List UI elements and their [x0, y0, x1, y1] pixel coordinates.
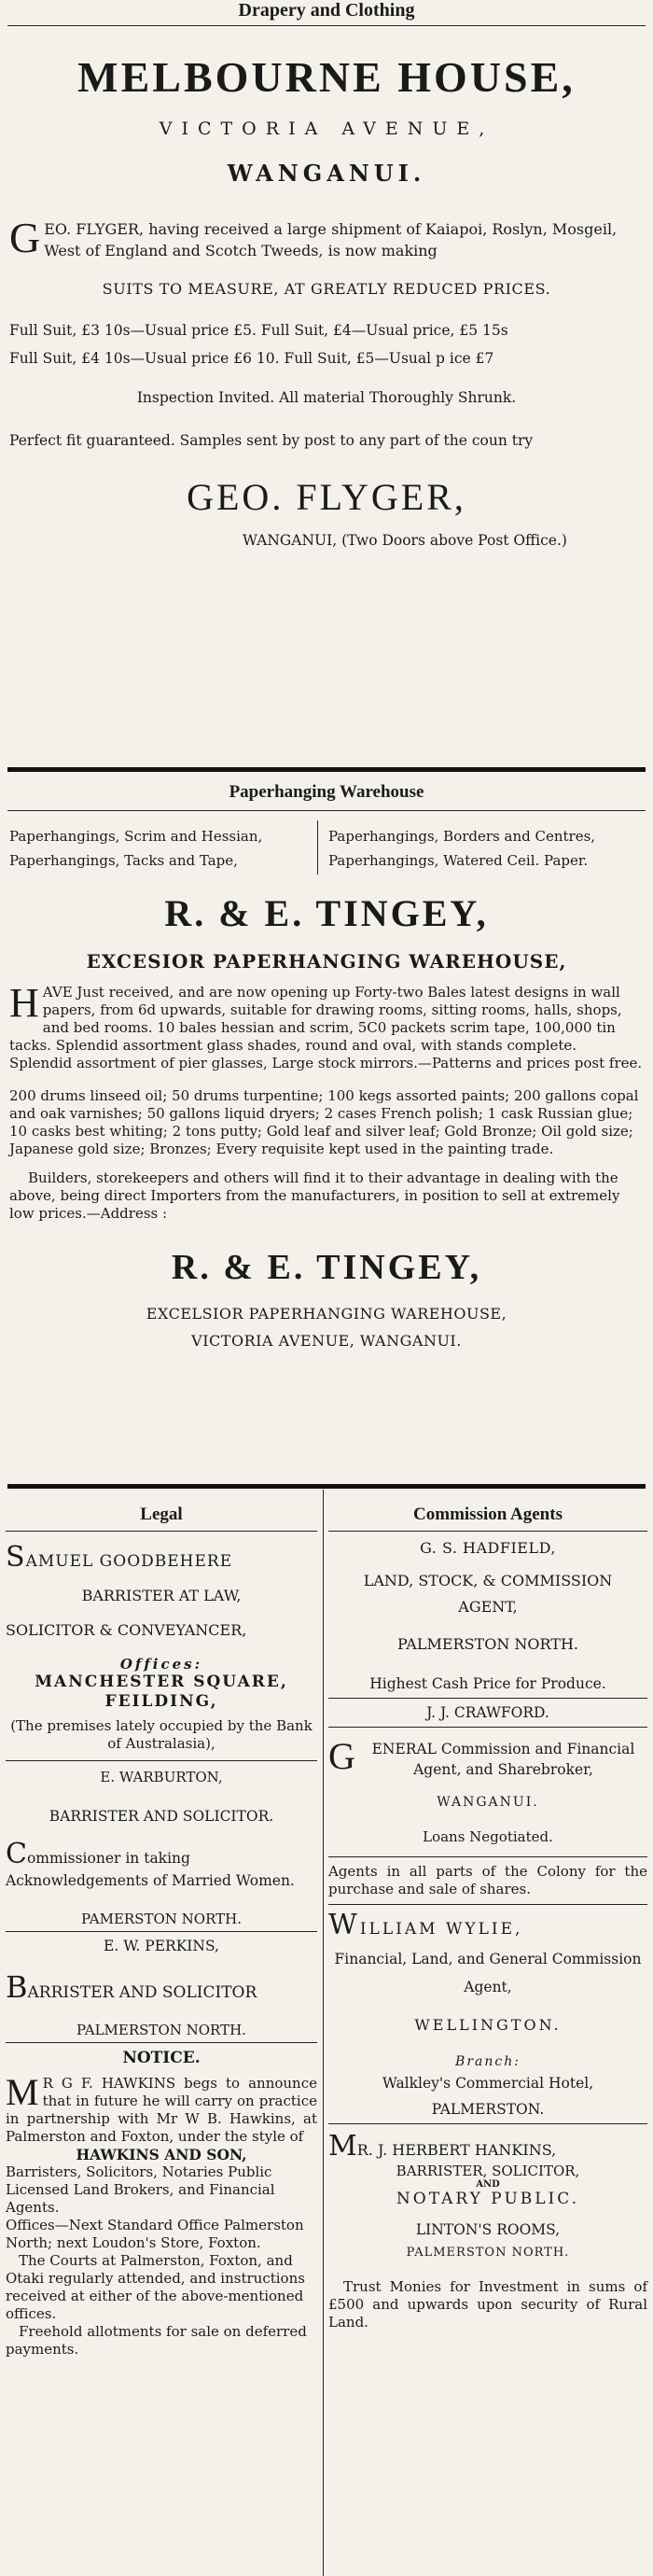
crawford-agents: Agents in all parts of the Colony for the purchase and sale of shares.	[328, 1863, 647, 1897]
hadfield-town: PALMERSTON NORTH.	[396, 1635, 578, 1653]
divider	[7, 25, 646, 26]
wylie-branch-town: PALMERSTON.	[431, 2101, 545, 2118]
crawford-loans: Loans Negotiated.	[423, 1828, 553, 1845]
hankins-town: PALMERSTON NORTH.	[406, 2246, 570, 2260]
inspection-line: Inspection Invited. All material Thoroughly Shrunk.	[136, 389, 517, 406]
warehouse-address-name: EXCELSIOR PAPERHANGING WAREHOUSE,	[146, 1305, 507, 1323]
paperhanging-advertisement	[0, 782, 653, 1350]
perkins-title	[6, 1969, 317, 2005]
price-line-1: Full Suit, £3 10s—Usual price £5. Full Suit, £4—Usual price, £5 15s	[9, 322, 508, 339]
legal-column	[6, 1505, 317, 2359]
hankins-name-text: R. J. HERBERT HANKINS,	[356, 2141, 557, 2159]
drapery-intro	[9, 214, 644, 261]
firm-name-address: R. & E. TINGEY,	[171, 1248, 482, 1287]
stock-list: 200 drums linseed oil; 50 drums turpentine; 100 kegs assorted paints; 200 gallons copal and oak varnishes; 50 gallons liquid dryers; 2 cases French polish; 1 cask Russian glue; 10 casks best whiting; 2 tons putty; Gold leaf and silver leaf; Gold Bronze; Oil gold size; Japanese gold size; Bronzes; Every requisite kept used in the painting trade.	[9, 1087, 639, 1157]
product-list-right	[328, 824, 595, 873]
goodbehere-name-text: AMUEL GOODBEHERE	[25, 1552, 233, 1571]
hankins-and: AND	[476, 2179, 500, 2190]
commissioner-text	[6, 1838, 317, 1892]
divider	[328, 1727, 647, 1728]
paperhanging-intro	[9, 980, 644, 1072]
commission-column	[328, 1505, 647, 2331]
product-list	[0, 820, 653, 878]
hankins-rooms: LINTON'S ROOMS,	[415, 2221, 561, 2238]
notice-text-4: The Courts at Palmerston, Foxton, and Otaki regularly attended, and instructions received at either of the above-mentioned offices.	[6, 2252, 305, 2322]
perkins-title-text: ARRISTER AND SOLICITOR	[27, 1983, 257, 2002]
hankins-trust: Trust Monies for Investment in sums of £500 and upwards upon security of Rural Land.	[328, 2278, 647, 2331]
wylie-branch-label: Branch:	[455, 2054, 521, 2069]
notice-text-5: Freehold allotments for sale on deferred payments.	[6, 2323, 307, 2358]
divider	[328, 1856, 647, 1857]
notice-text-1: R G F. HAWKINS begs to announce that in future he will carry on practice in partnership with Mr W B. Hawkins, at Palmerston and Foxton, under the style of	[6, 2075, 317, 2145]
divider	[328, 1698, 647, 1699]
product-list-left	[9, 824, 262, 873]
divider	[328, 2123, 647, 2124]
warburton-title: BARRISTER AND SOLICITOR.	[49, 1808, 274, 1825]
dropcap-c: C	[6, 1838, 27, 1870]
hankins-title-1: BARRISTER, SOLICITOR,	[396, 2163, 580, 2179]
warburton-name: E. WARBURTON,	[100, 1769, 223, 1785]
perkins-town: PALMERSTON NORTH.	[76, 2022, 246, 2038]
drapery-advertisement	[0, 0, 653, 549]
dropcap-b: B	[6, 1969, 28, 2005]
suits-line: SUITS TO MEASURE, AT GREATLY REDUCED PRICES.	[102, 280, 551, 298]
divider	[7, 810, 646, 811]
hadfield-advert	[328, 1539, 647, 1692]
wylie-title: Financial, Land, and General Commission Agent,	[334, 1951, 642, 1995]
warehouse-subtitle: EXCESIOR PAPERHANGING WAREHOUSE,	[86, 950, 567, 973]
goodbehere-name	[6, 1541, 317, 1574]
notice-intro	[6, 2071, 317, 2146]
divider	[6, 1531, 317, 1532]
shop-street: VICTORIA AVENUE,	[159, 119, 494, 139]
divider	[328, 1531, 647, 1532]
wylie-name	[328, 1909, 647, 1941]
crawford-name: J. J. CRAWFORD.	[426, 1704, 549, 1721]
goodbehere-advert	[6, 1541, 317, 1753]
dropcap-h: H	[9, 980, 39, 1026]
legal-section-title: Legal	[140, 1505, 183, 1524]
hankins-title-2: NOTARY PUBLIC.	[396, 2190, 580, 2208]
product-item: Paperhangings, Tacks and Tape,	[9, 852, 238, 869]
wylie-branch: Walkley's Commercial Hotel,	[382, 2075, 594, 2092]
crawford-text	[328, 1735, 647, 1780]
hankins-advert	[328, 2130, 647, 2331]
dropcap-g: G	[9, 214, 41, 261]
wylie-name-text: ILLIAM WYLIE,	[359, 1920, 523, 1939]
goodbehere-title-1: BARRISTER AT LAW,	[81, 1587, 242, 1604]
commission-section-title: Commission Agents	[413, 1505, 563, 1524]
notice-firm: HAWKINS AND SON,	[76, 2146, 247, 2163]
hadfield-name: G. S. HADFIELD,	[420, 1539, 556, 1557]
dropcap-m: M	[6, 2071, 39, 2113]
warburton-advert	[6, 1769, 317, 1927]
dropcap-s: S	[6, 1541, 26, 1574]
warehouse-address: VICTORIA AVENUE, WANGANUI.	[191, 1332, 462, 1350]
product-item: Paperhangings, Borders and Centres,	[328, 828, 596, 845]
shop-name: MELBOURNE HOUSE,	[77, 53, 576, 101]
notice-text-3: Offices—Next Standard Office Palmerston North; next Loudon's Store, Foxton.	[6, 2217, 304, 2251]
divider	[6, 1931, 317, 1932]
divider	[6, 1760, 317, 1761]
signature-address: WANGANUI, (Two Doors above Post Office.)	[243, 532, 567, 549]
goodbehere-title-2: SOLICITOR & CONVEYANCER,	[6, 1621, 247, 1639]
drapery-intro-text: EO. FLYGER, having received a large shipment of Kaiapoi, Roslyn, Mosgeil, West of England and Scotch Tweeds, is now making	[44, 220, 618, 259]
price-line-2: Full Suit, £4 10s—Usual price £6 10. Full Suit, £5—Usual p ice £7	[9, 350, 494, 367]
wylie-advert	[328, 1909, 647, 2118]
crawford-advert	[328, 1704, 647, 1898]
notice-text-2: Barristers, Solicitors, Notaries Public Licensed Land Brokers, and Financial Agents.	[6, 2163, 275, 2216]
offices-address: MANCHESTER SQUARE, FEILDING,	[35, 1673, 288, 1711]
signature-name: GEO. FLYGER,	[187, 476, 466, 518]
builders-text: Builders, storekeepers and others will find it to their advantage in dealing with the above, being direct Importers from the manufacturers, in position to sell at extremely low prices.—Address :	[9, 1169, 620, 1222]
fit-line: Perfect fit guaranteed. Samples sent by post to any part of the coun try	[9, 432, 534, 449]
divider	[7, 1484, 646, 1489]
column-divider	[323, 1490, 324, 2576]
wylie-town: WELLINGTON.	[414, 2016, 562, 2034]
paperhanging-intro-text: AVE Just received, and are now opening up Forty-two Bales latest designs in wall papers, from 6d upwards, suitable for drawing rooms, sitting rooms, halls, shops, and bed rooms. 10 bales hessian and scrim, 5C0 packets scrim tape, 100,000 tin tacks. Splendid assortment glass shades, round and oval, with stands complete. Splendid assortment of pier glasses, Large stock mirrors.—Patterns and prices post free.	[9, 984, 643, 1071]
column-divider	[317, 820, 318, 875]
hadfield-title: LAND, STOCK, & COMMISSION AGENT,	[363, 1572, 613, 1616]
divider	[328, 1904, 647, 1905]
dropcap-w: W	[328, 1909, 360, 1941]
product-item: Paperhangings, Watered Ceil. Paper.	[328, 852, 589, 869]
shop-town: WANGANUI.	[227, 160, 426, 187]
hadfield-price: Highest Cash Price for Produce.	[369, 1675, 606, 1692]
product-item: Paperhangings, Scrim and Hessian,	[9, 828, 263, 845]
firm-name: R. & E. TINGEY,	[164, 892, 489, 934]
divider	[7, 767, 646, 772]
crawford-text-body: ENERAL Commission and Financial Agent, and Sharebroker,	[371, 1741, 635, 1778]
perkins-name: E. W. PERKINS,	[104, 1938, 219, 1954]
perkins-advert	[6, 1938, 317, 2038]
drapery-section-title: Drapery and Clothing	[238, 0, 415, 21]
hawkins-notice	[6, 2049, 317, 2359]
hankins-name	[328, 2130, 647, 2163]
paperhanging-section-title: Paperhanging Warehouse	[229, 782, 424, 802]
notice-title: NOTICE.	[122, 2049, 201, 2067]
divider	[6, 2042, 317, 2043]
crawford-town: WANGANUI.	[437, 1795, 539, 1810]
dropcap-g: G	[328, 1735, 355, 1777]
offices-note: (The premises lately occupied by the Bank of Australasia),	[10, 1717, 313, 1752]
commissioner-text-body: ommissioner in taking Acknowledgements of Married Women.	[6, 1850, 295, 1889]
warburton-town: PAMERSTON NORTH.	[81, 1911, 242, 1927]
dropcap-m: M	[328, 2130, 357, 2163]
offices-label: Offices:	[119, 1656, 203, 1673]
